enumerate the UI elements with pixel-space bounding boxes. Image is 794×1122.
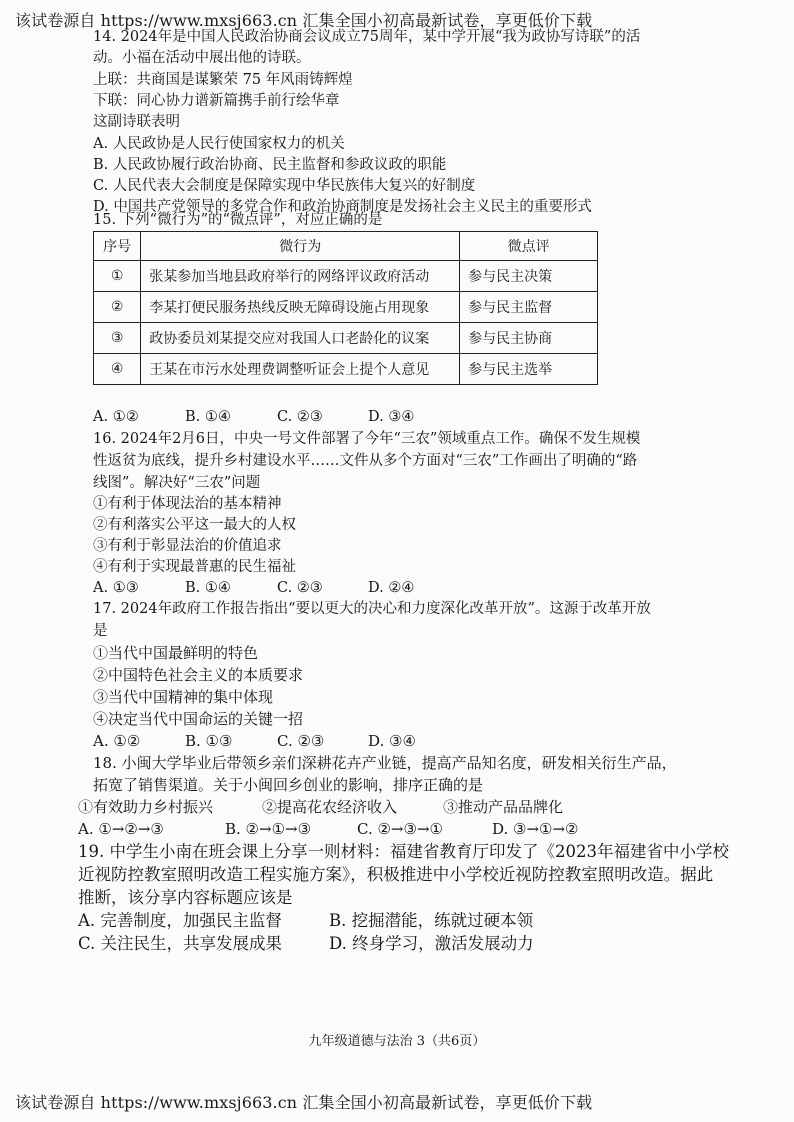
q17-option-d: D. ③④ [368,732,416,750]
q15-option-b: B. ①④ [185,409,231,425]
q14-option-a: A. 人民政协是人民行使国家权力的机关 [93,136,345,152]
q16-stem-line3: 线图”。解决好“三农”问题 [93,475,261,491]
q14-stem-line2: 动。小福在活动中展出他的诗联。 [93,50,311,66]
q17-option-a: A. ①② [93,732,141,750]
q16-item-4: ④有利于实现最普惠的民生福祉 [93,559,296,575]
q17-option-c: C. ②③ [277,732,325,750]
q15-stem: 15. 下列“微行为”的“微点评”，对应正确的是 [93,212,383,228]
table-row [94,261,598,292]
table-cell: ① [94,261,141,292]
q14-lower-couplet: 下联：同心协力谱新篇携手前行绘华章 [93,93,340,109]
table-cell: ④ [94,354,141,385]
q14-option-b: B. 人民政协履行政治协商、民主监督和参政议政的职能 [93,157,447,173]
table-header-cell: 微点评 [460,232,598,261]
table-header-cell: 序号 [94,232,141,261]
table-cell: 参与民主选举 [460,354,598,385]
q16-item-2: ②有利落实公平这一最大的人权 [93,517,296,533]
q19-stem-line2: 近视防控教室照明改造工程实施方案》，积极推进中小学校近视防控教室照明改造。据此 [78,865,714,884]
table-row [94,354,598,385]
q18-stem-line2: 拓宽了销售渠道。关于小闽回乡创业的影响，排序正确的是 [93,776,484,794]
q17-stem-line2: 是 [93,623,108,639]
q16-stem-line1: 16. 2024年2月6日，中央一号文件部署了今年“三农”领域重点工作。确保不发生规模 [93,431,641,447]
q16-option-c: C. ②③ [277,580,323,596]
q16-option-a: A. ①③ [93,580,139,596]
q19-stem-line1: 19. 中学生小南在班会课上分享一则材料：福建省教育厅印发了《2023年福建省中小学校 [78,842,729,861]
q16-item-3: ③有利于彰显法治的价值追求 [93,538,282,554]
q16-option-d: D. ②④ [368,580,415,596]
q18-item-1: ①有效助力乡村振兴 [78,798,214,816]
table-header-row [94,232,598,261]
table-cell: 李某打便民服务热线反映无障碍设施占用现象 [141,292,460,323]
q18-option-d: D. ③→①→② [492,820,579,838]
q19-option-c: C. 关注民生，共享发展成果 [78,934,283,953]
q14-option-c: C. 人民代表大会制度是保障实现中华民族伟大复兴的好制度 [93,178,476,194]
table-cell: ③ [94,323,141,354]
q19-option-d: D. 终身学习，激活发展动力 [329,934,534,953]
table-cell: ② [94,292,141,323]
q16-option-b: B. ①④ [185,580,231,596]
table-cell: 参与民主决策 [460,261,598,292]
q19-option-b: B. 挖掘潜能，练就过硬本领 [329,911,534,930]
q18-item-2: ②提高花农经济收入 [262,798,398,816]
q18-item-3: ③推动产品品牌化 [443,798,564,816]
q14-upper-couplet: 上联：共商国是谋繁荣 75 年风雨铸辉煌 [93,72,353,88]
q17-item-4: ④决定当代中国命运的关键一招 [93,710,304,728]
q17-item-1: ①当代中国最鲜明的特色 [93,644,259,662]
table-cell: 张某参加当地县政府举行的网络评议政府活动 [141,261,460,292]
header-banner: 该试卷源自 https://www.mxsj663.cn 汇集全国小初高最新试卷，享更低价下载 [15,11,593,30]
q16-item-1: ①有利于体现法治的基本精神 [93,496,282,512]
q15-table [93,231,598,385]
q14-lead: 这副诗联表明 [93,114,180,130]
q16-stem-line2: 性返贫为底线，提升乡村建设水平……文件从多个方面对“三农”工作画出了明确的“路 [93,453,638,469]
q17-option-b: B. ①③ [185,732,233,750]
q17-stem-line1: 17. 2024年政府工作报告指出“要以更大的决心和力度深化改革开放”。这源于改革开放 [93,601,651,617]
q14-stem-line1: 14. 2024年是中国人民政治协商会议成立75周年，某中学开展“我为政协写诗联”的活 [93,29,641,45]
table-header-cell: 微行为 [141,232,460,261]
q18-option-a: A. ①→②→③ [78,820,164,838]
q18-option-b: B. ②→①→③ [225,820,312,838]
q17-item-2: ②中国特色社会主义的本质要求 [93,666,304,684]
table-row [94,292,598,323]
q14-option-d: D. 中国共产党领导的多党合作和政治协商制度是发扬社会主义民主的重要形式 [93,199,592,215]
q15-option-d: D. ③④ [368,409,415,425]
q19-stem-line3: 推断，该分享内容标题应该是 [78,888,293,907]
q19-option-a: A. 完善制度，加强民主监督 [78,911,282,930]
table-cell: 参与民主协商 [460,323,598,354]
page-number: 九年级道德与法治 3（共6页） [308,1034,486,1049]
q17-item-3: ③当代中国精神的集中体现 [93,688,274,706]
table-row [94,323,598,354]
q15-option-a: A. ①② [93,409,139,425]
q15-option-c: C. ②③ [277,409,323,425]
table-cell: 参与民主监督 [460,292,598,323]
footer-banner: 该试卷源自 https://www.mxsj663.cn 汇集全国小初高最新试卷，享更低价下载 [15,1093,593,1112]
table-cell: 政协委员刘某提交应对我国人口老龄化的议案 [141,323,460,354]
table-cell: 王某在市污水处理费调整听证会上提个人意见 [141,354,460,385]
q18-option-c: C. ②→③→① [357,820,443,838]
q18-stem-line1: 18. 小闽大学毕业后带领乡亲们深耕花卉产业链，提高产品知名度，研发相关衍生产品， [93,754,677,772]
